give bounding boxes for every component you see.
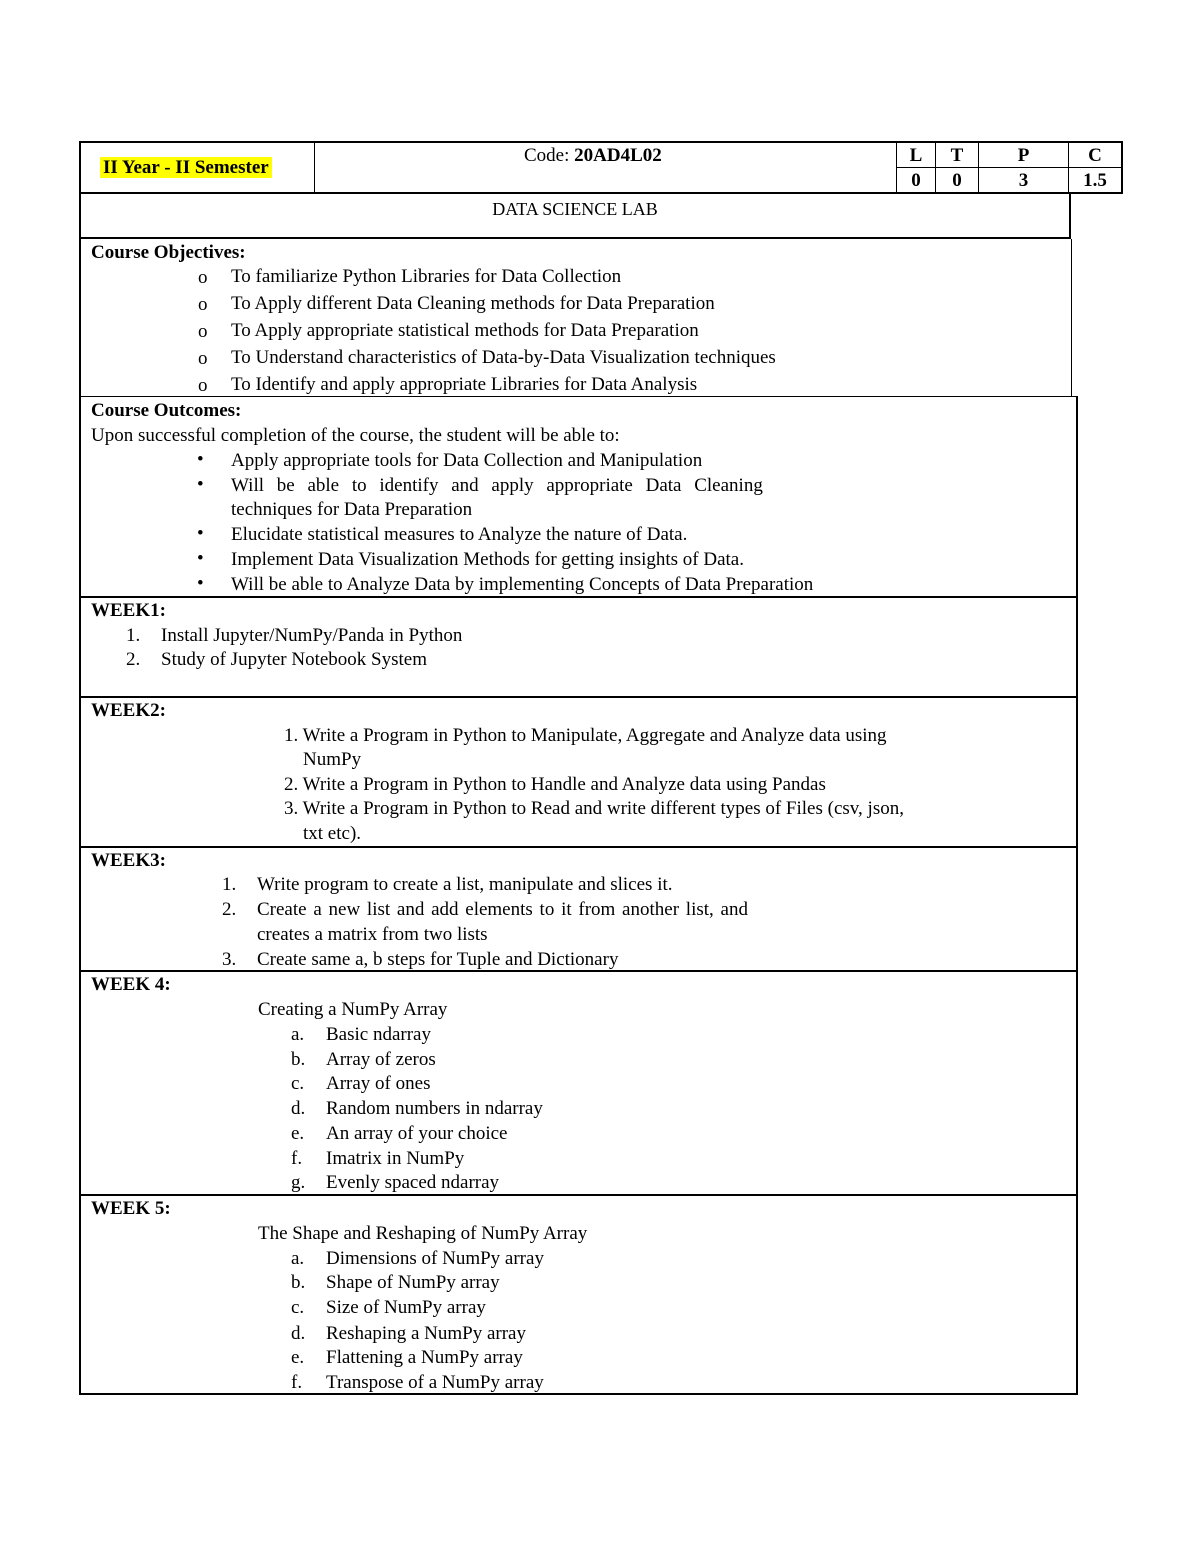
list-item: Reshaping a NumPy array — [326, 1323, 526, 1344]
week2-heading: WEEK2: — [91, 700, 166, 721]
list-number: 1. — [126, 625, 141, 646]
outcome-item: Apply appropriate tools for Data Collection and Manipulation — [231, 450, 703, 471]
objective-item: To Apply different Data Cleaning methods for Data Preparation — [231, 293, 715, 314]
list-letter: f. — [291, 1372, 303, 1393]
code-value: 20AD4L02 — [574, 145, 662, 166]
list-item-continued: creates a matrix from two lists — [257, 924, 488, 945]
outcome-bullet: • — [197, 573, 204, 594]
course-title: DATA SCIENCE LAB — [492, 199, 658, 219]
ltpc-value-t: 0 — [952, 170, 962, 191]
outcome-item-continued: techniques for Data Preparation — [231, 499, 473, 520]
list-letter: a. — [291, 1248, 305, 1269]
ltpc-value-p: 3 — [1018, 170, 1029, 191]
list-item: Study of Jupyter Notebook System — [161, 649, 427, 670]
list-letter: c. — [291, 1073, 305, 1094]
list-item: Shape of NumPy array — [326, 1272, 500, 1293]
semester-label — [100, 156, 272, 180]
list-letter: d. — [291, 1323, 306, 1344]
list-item: Random numbers in ndarray — [326, 1098, 543, 1119]
outcomes-intro: Upon successful completion of the course, the student will be able to: — [91, 425, 620, 446]
list-letter: f. — [291, 1148, 303, 1169]
ltpc-header-t: T — [950, 145, 964, 166]
outcome-bullet: • — [197, 449, 204, 470]
objectives-heading: Course Objectives: — [91, 242, 246, 263]
outcome-item: Implement Data Visualization Methods for getting insights of Data. — [231, 549, 744, 570]
list-item-continued: txt etc). — [303, 823, 362, 844]
course-code — [524, 144, 662, 168]
list-number: 1. — [222, 874, 237, 895]
list-item: Imatrix in NumPy — [326, 1148, 465, 1169]
list-item: Basic ndarray — [326, 1024, 431, 1045]
list-item: An array of your choice — [326, 1123, 508, 1144]
outcome-item: Will be able to identify and apply appropriate Data Cleaning — [231, 475, 763, 496]
week5-heading: WEEK 5: — [91, 1198, 171, 1219]
list-item: Transpose of a NumPy array — [326, 1372, 544, 1393]
objective-bullet: o — [198, 267, 208, 288]
outcome-bullet: • — [197, 548, 204, 569]
objective-item: To familiarize Python Libraries for Data Collection — [231, 266, 622, 287]
semester-highlight: II Year - II Semester — [100, 157, 272, 178]
list-item-continued: NumPy — [303, 749, 362, 770]
ltpc-header-c: C — [1088, 145, 1102, 166]
list-item: Create same a, b steps for Tuple and Dictionary — [257, 949, 619, 970]
week4-heading: WEEK 4: — [91, 974, 171, 995]
objective-item: To Understand characteristics of Data-by-Data Visualization techniques — [231, 347, 776, 368]
list-letter: e. — [291, 1347, 305, 1368]
objective-item: To Identify and apply appropriate Libraries for Data Analysis — [231, 374, 698, 395]
list-item: Array of ones — [326, 1073, 431, 1094]
list-letter: d. — [291, 1098, 306, 1119]
list-item: Flattening a NumPy array — [326, 1347, 523, 1368]
objective-bullet: o — [198, 348, 208, 369]
ltpc-header-l: L — [909, 145, 923, 166]
outcome-item: Will be able to Analyze Data by implementing Concepts of Data Preparation — [231, 574, 814, 595]
list-item: 1. Write a Program in Python to Manipulate, Aggregate and Analyze data using — [284, 725, 887, 746]
list-item: Write program to create a list, manipulate and slices it. — [257, 874, 673, 895]
outcome-bullet: • — [197, 474, 204, 495]
list-item: 3. Write a Program in Python to Read and write different types of Files (csv, json, — [284, 798, 904, 819]
list-number: 2. — [126, 649, 141, 670]
list-number: 3. — [222, 949, 237, 970]
list-item: 2. Write a Program in Python to Handle and Analyze data using Pandas — [284, 774, 826, 795]
list-item: Array of zeros — [326, 1049, 436, 1070]
ltpc-value-c: 1.5 — [1083, 170, 1107, 191]
week1-heading: WEEK1: — [91, 600, 166, 621]
week4-intro: Creating a NumPy Array — [258, 999, 448, 1020]
objective-bullet: o — [198, 294, 208, 315]
ltpc-value-l: 0 — [911, 170, 921, 191]
week5-intro: The Shape and Reshaping of NumPy Array — [258, 1223, 588, 1244]
list-letter: a. — [291, 1024, 305, 1045]
code-label: Code: — [524, 145, 575, 166]
week3-heading: WEEK3: — [91, 850, 166, 871]
list-letter: c. — [291, 1297, 305, 1318]
list-item: Install Jupyter/NumPy/Panda in Python — [161, 625, 463, 646]
list-letter: g. — [291, 1172, 306, 1193]
list-letter: b. — [291, 1049, 306, 1070]
list-item: Size of NumPy array — [326, 1297, 486, 1318]
objective-bullet: o — [198, 375, 208, 396]
outcome-item: Elucidate statistical measures to Analyze the nature of Data. — [231, 524, 688, 545]
objective-item: To Apply appropriate statistical methods for Data Preparation — [231, 320, 699, 341]
ltpc-header-p: P — [1017, 145, 1030, 166]
outcomes-heading: Course Outcomes: — [91, 400, 242, 421]
list-item: Dimensions of NumPy array — [326, 1248, 544, 1269]
list-letter: b. — [291, 1272, 306, 1293]
outcome-bullet: • — [197, 523, 204, 544]
list-item: Create a new list and add elements to it from another list, and — [257, 899, 748, 920]
list-letter: e. — [291, 1123, 305, 1144]
list-number: 2. — [222, 899, 237, 920]
objective-bullet: o — [198, 321, 208, 342]
list-item: Evenly spaced ndarray — [326, 1172, 500, 1193]
